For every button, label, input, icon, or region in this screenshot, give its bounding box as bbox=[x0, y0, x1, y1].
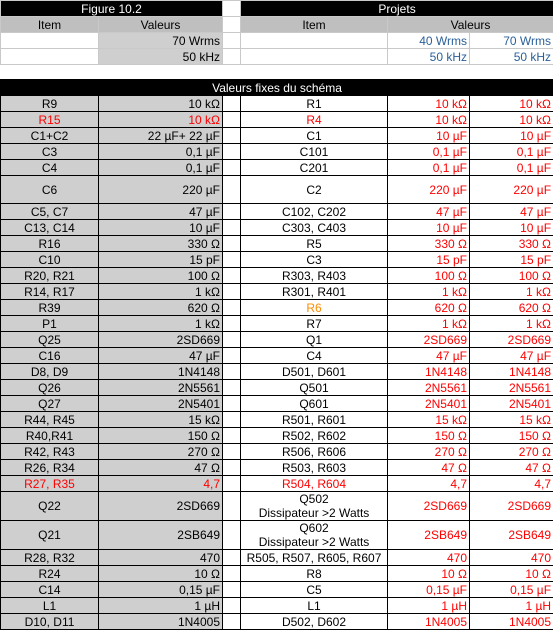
proj2-value-cell[interactable]: 1 kΩ bbox=[470, 284, 553, 300]
proj-item-cell[interactable]: L1 bbox=[241, 598, 388, 614]
fig-value-cell[interactable]: 470 bbox=[99, 550, 223, 566]
proj1-value-cell[interactable]: 47 Ω bbox=[388, 460, 470, 476]
proj-item-cell[interactable]: D502, D602 bbox=[241, 614, 388, 630]
spacer-cell[interactable] bbox=[223, 521, 241, 550]
proj-item-cell[interactable]: R506, R606 bbox=[241, 444, 388, 460]
proj2-value-cell[interactable]: 270 Ω bbox=[470, 444, 553, 460]
table-row bbox=[1, 521, 553, 550]
spacer-cell[interactable] bbox=[223, 128, 241, 144]
proj1-value-cell[interactable]: 10 kΩ bbox=[388, 96, 470, 112]
table-row bbox=[1, 300, 553, 316]
fig-value-cell[interactable]: 15 pF bbox=[99, 252, 223, 268]
spacer-cell[interactable] bbox=[223, 332, 241, 348]
proj2-value-cell[interactable]: 15 pF bbox=[470, 252, 553, 268]
spacer-cell[interactable] bbox=[223, 396, 241, 412]
fig-item-cell[interactable]: L1 bbox=[1, 598, 99, 614]
table-row bbox=[1, 460, 553, 476]
table-row bbox=[1, 176, 553, 204]
fig-item-cell[interactable]: C10 bbox=[1, 252, 99, 268]
fig-item-cell[interactable]: P1 bbox=[1, 316, 99, 332]
table-row bbox=[1, 598, 553, 614]
proj2-value-cell[interactable]: 150 Ω bbox=[470, 428, 553, 444]
proj-item-cell[interactable] bbox=[241, 521, 388, 550]
proj1-value-cell[interactable]: 1N4005 bbox=[388, 614, 470, 630]
fig-value-cell[interactable]: 10 Ω bbox=[99, 566, 223, 582]
proj1-value-cell[interactable]: 150 Ω bbox=[388, 428, 470, 444]
fig-item-cell[interactable]: R39 bbox=[1, 300, 99, 316]
proj2-value-cell[interactable]: 1 kΩ bbox=[470, 316, 553, 332]
table-row bbox=[1, 396, 553, 412]
fig-item-cell[interactable]: Q22 bbox=[1, 492, 99, 521]
proj1-value-cell[interactable]: 1 kΩ bbox=[388, 284, 470, 300]
proj2-value-cell[interactable]: 10 kΩ bbox=[470, 112, 553, 128]
fig-value-cell[interactable]: 0,15 µF bbox=[99, 582, 223, 598]
proj-item-cell[interactable]: C5 bbox=[241, 582, 388, 598]
proj-item-cell[interactable]: Q501 bbox=[241, 380, 388, 396]
proj1-value-cell[interactable]: 220 µF bbox=[388, 176, 470, 204]
table-row bbox=[1, 284, 553, 300]
fig-item-cell[interactable]: C1+C2 bbox=[1, 128, 99, 144]
proj1-value-cell[interactable]: 0,1 µF bbox=[388, 144, 470, 160]
spacer-cell[interactable] bbox=[223, 380, 241, 396]
fig-item-cell[interactable]: R14, R17 bbox=[1, 284, 99, 300]
proj-item-cell[interactable]: R502, R602 bbox=[241, 428, 388, 444]
proj1-value-cell[interactable]: 620 Ω bbox=[388, 300, 470, 316]
fig-value-cell[interactable]: 620 Ω bbox=[99, 300, 223, 316]
table-row bbox=[1, 268, 553, 284]
proj-item-cell[interactable]: R6 bbox=[241, 300, 388, 316]
table-row bbox=[1, 220, 553, 236]
proj1-value-cell[interactable]: 0,15 µF bbox=[388, 582, 470, 598]
fig-value-cell[interactable]: 1 kΩ bbox=[99, 316, 223, 332]
proj2-value-cell[interactable]: 10 Ω bbox=[470, 566, 553, 582]
proj1-value-cell[interactable]: 10 Ω bbox=[388, 566, 470, 582]
proj2-value-cell[interactable]: 330 Ω bbox=[470, 236, 553, 252]
spacer-cell[interactable] bbox=[223, 160, 241, 176]
fig-value-cell[interactable]: 220 µF bbox=[99, 176, 223, 204]
fig-value-cell[interactable]: 2SB649 bbox=[99, 521, 223, 550]
proj-item-cell[interactable]: Q601 bbox=[241, 396, 388, 412]
table-row bbox=[1, 316, 553, 332]
proj-item-cell[interactable]: R505, R507, R605, R607 bbox=[241, 550, 388, 566]
spacer-cell[interactable] bbox=[223, 566, 241, 582]
empty-cell[interactable] bbox=[1, 33, 99, 49]
spacer-cell[interactable] bbox=[223, 284, 241, 300]
proj-item-label: Q602 bbox=[243, 521, 385, 535]
spacer-cell[interactable] bbox=[223, 1, 241, 17]
proj1-value-cell[interactable]: 470 bbox=[388, 550, 470, 566]
fig-value-cell[interactable]: 100 Ω bbox=[99, 268, 223, 284]
proj2-value-cell[interactable]: 47 µF bbox=[470, 348, 553, 364]
fig-value-cell[interactable]: 1N4005 bbox=[99, 614, 223, 630]
proj-valeurs-header[interactable]: Valeurs bbox=[388, 17, 553, 33]
spacer-cell[interactable] bbox=[223, 96, 241, 112]
proj1-value-cell[interactable]: 2SB649 bbox=[388, 521, 470, 550]
fig-item-cell[interactable]: C13, C14 bbox=[1, 220, 99, 236]
proj2-value-cell[interactable]: 220 µF bbox=[470, 176, 553, 204]
proj2-value-cell[interactable]: 100 Ω bbox=[470, 268, 553, 284]
figure-title[interactable]: Figure 10.2 bbox=[1, 1, 223, 17]
proj2-value-cell[interactable]: 1 µH bbox=[470, 598, 553, 614]
proj1-value-cell[interactable]: 100 Ω bbox=[388, 268, 470, 284]
proj1-value-cell[interactable]: 1N4148 bbox=[388, 364, 470, 380]
fig-value-cell[interactable]: 2SD669 bbox=[99, 492, 223, 521]
proj-item-cell[interactable]: C4 bbox=[241, 348, 388, 364]
fig-item-cell[interactable]: C5, C7 bbox=[1, 204, 99, 220]
fig-value-cell[interactable]: 4,7 bbox=[99, 476, 223, 492]
proj1-value-cell[interactable]: 10 µF bbox=[388, 220, 470, 236]
proj1-value-cell[interactable]: 2SD669 bbox=[388, 492, 470, 521]
fig-item-cell[interactable]: R42, R43 bbox=[1, 444, 99, 460]
proj2-value-cell[interactable]: 10 µF bbox=[470, 128, 553, 144]
spacer-cell[interactable] bbox=[223, 300, 241, 316]
proj1-value-cell[interactable]: 47 µF bbox=[388, 204, 470, 220]
table-row bbox=[1, 348, 553, 364]
fig-value-cell[interactable]: 1 µH bbox=[99, 598, 223, 614]
header-table bbox=[0, 0, 553, 65]
fig-value-cell[interactable]: 15 kΩ bbox=[99, 412, 223, 428]
fig-item-cell[interactable]: D8, D9 bbox=[1, 364, 99, 380]
spacer-cell[interactable] bbox=[223, 268, 241, 284]
spacer-cell[interactable] bbox=[223, 220, 241, 236]
fig-value-cell[interactable]: 47 Ω bbox=[99, 460, 223, 476]
empty-cell[interactable] bbox=[241, 33, 388, 49]
fig-value-cell[interactable]: 47 µF bbox=[99, 348, 223, 364]
fig-value-cell[interactable]: 0,1 µF bbox=[99, 160, 223, 176]
proj-item-cell[interactable]: C102, C202 bbox=[241, 204, 388, 220]
proj1-value-cell[interactable]: 1 µH bbox=[388, 598, 470, 614]
table-row bbox=[1, 144, 553, 160]
proj-item-cell[interactable]: C3 bbox=[241, 252, 388, 268]
spacer-cell[interactable] bbox=[223, 112, 241, 128]
fig-item-cell[interactable]: R20, R21 bbox=[1, 268, 99, 284]
proj-item-cell[interactable]: R4 bbox=[241, 112, 388, 128]
table-row bbox=[1, 566, 553, 582]
fig-value-cell[interactable]: 10 µF bbox=[99, 220, 223, 236]
proj-item-cell[interactable]: R501, R601 bbox=[241, 412, 388, 428]
fig-item-cell[interactable]: R27, R35 bbox=[1, 476, 99, 492]
section-title[interactable]: Valeurs fixes du schéma bbox=[1, 80, 553, 96]
fig-item-cell[interactable]: Q21 bbox=[1, 521, 99, 550]
fig-item-cell[interactable]: R24 bbox=[1, 566, 99, 582]
fig-freq-value[interactable]: 50 kHz bbox=[99, 49, 223, 65]
proj2-value-cell[interactable]: 2SD669 bbox=[470, 492, 553, 521]
table-row bbox=[1, 582, 553, 598]
fig-item-cell[interactable]: R16 bbox=[1, 236, 99, 252]
fig-value-cell[interactable]: 2N5401 bbox=[99, 396, 223, 412]
proj2-value-cell[interactable]: 47 Ω bbox=[470, 460, 553, 476]
fig-value-cell[interactable]: 47 µF bbox=[99, 204, 223, 220]
empty-cell[interactable] bbox=[1, 49, 99, 65]
proj2-value-cell[interactable]: 620 Ω bbox=[470, 300, 553, 316]
proj2-value-cell[interactable]: 470 bbox=[470, 550, 553, 566]
spacer-cell[interactable] bbox=[223, 598, 241, 614]
fig-value-cell[interactable]: 330 Ω bbox=[99, 236, 223, 252]
proj2-value-cell[interactable]: 10 kΩ bbox=[470, 96, 553, 112]
proj-item-cell[interactable] bbox=[241, 492, 388, 521]
proj1-value-cell[interactable]: 15 kΩ bbox=[388, 412, 470, 428]
fig-item-cell[interactable]: R44, R45 bbox=[1, 412, 99, 428]
proj-item-cell[interactable]: R301, R401 bbox=[241, 284, 388, 300]
fig-item-cell[interactable]: R9 bbox=[1, 96, 99, 112]
proj-item-note: Dissipateur >2 Watts bbox=[243, 506, 385, 520]
spacer-cell[interactable] bbox=[223, 176, 241, 204]
fig-value-cell[interactable]: 2N5561 bbox=[99, 380, 223, 396]
proj1-value-cell[interactable]: 10 µF bbox=[388, 128, 470, 144]
proj2-value-cell[interactable]: 10 µF bbox=[470, 220, 553, 236]
proj2-value-cell[interactable]: 4,7 bbox=[470, 476, 553, 492]
proj-item-cell[interactable]: R1 bbox=[241, 96, 388, 112]
projets-title[interactable]: Projets bbox=[241, 1, 553, 17]
table-row bbox=[1, 614, 553, 630]
fig-value-cell[interactable]: 150 Ω bbox=[99, 428, 223, 444]
proj-item-cell[interactable]: R7 bbox=[241, 316, 388, 332]
table-row bbox=[1, 492, 553, 521]
proj1-value-cell[interactable]: 10 kΩ bbox=[388, 112, 470, 128]
fig-item-cell[interactable]: Q26 bbox=[1, 380, 99, 396]
fig-item-cell[interactable]: R40,R41 bbox=[1, 428, 99, 444]
spacer-cell[interactable] bbox=[223, 614, 241, 630]
fig-item-cell[interactable]: R26, R34 bbox=[1, 460, 99, 476]
proj2-value-cell[interactable]: 47 µF bbox=[470, 204, 553, 220]
proj-item-cell[interactable]: R5 bbox=[241, 236, 388, 252]
table-row bbox=[1, 112, 553, 128]
empty-cell[interactable] bbox=[241, 49, 388, 65]
proj1-value-cell[interactable]: 2SD669 bbox=[388, 332, 470, 348]
spacer-cell[interactable] bbox=[223, 316, 241, 332]
fig-value-cell[interactable]: 2SD669 bbox=[99, 332, 223, 348]
fig-item-header[interactable]: Item bbox=[1, 17, 99, 33]
proj-item-cell[interactable]: R504, R604 bbox=[241, 476, 388, 492]
proj1-value-cell[interactable]: 270 Ω bbox=[388, 444, 470, 460]
proj2-value-cell[interactable]: 0,1 µF bbox=[470, 160, 553, 176]
table-row bbox=[1, 128, 553, 144]
spacer-cell[interactable] bbox=[223, 492, 241, 521]
table-row bbox=[1, 252, 553, 268]
proj2-value-cell[interactable]: 1N4005 bbox=[470, 614, 553, 630]
spacer-cell[interactable] bbox=[223, 204, 241, 220]
table-row bbox=[1, 160, 553, 176]
table-row bbox=[1, 380, 553, 396]
proj-item-cell[interactable]: C1 bbox=[241, 128, 388, 144]
table-row bbox=[1, 96, 553, 112]
proj1-value-cell[interactable]: 2N5561 bbox=[388, 380, 470, 396]
proj-item-cell[interactable]: C101 bbox=[241, 144, 388, 160]
fig-item-cell[interactable]: C16 bbox=[1, 348, 99, 364]
fig-item-cell[interactable]: Q27 bbox=[1, 396, 99, 412]
fig-item-cell[interactable]: D10, D11 bbox=[1, 614, 99, 630]
proj1-freq-value[interactable]: 50 kHz bbox=[388, 49, 470, 65]
proj1-value-cell[interactable]: 330 Ω bbox=[388, 236, 470, 252]
proj1-value-cell[interactable]: 0,1 µF bbox=[388, 160, 470, 176]
fig-item-cell[interactable]: C3 bbox=[1, 144, 99, 160]
proj2-value-cell[interactable]: 0,15 µF bbox=[470, 582, 553, 598]
proj-item-cell[interactable]: C2 bbox=[241, 176, 388, 204]
proj-item-header[interactable]: Item bbox=[241, 17, 388, 33]
table-row bbox=[1, 412, 553, 428]
proj1-value-cell[interactable]: 47 µF bbox=[388, 348, 470, 364]
fig-value-cell[interactable]: 10 kΩ bbox=[99, 96, 223, 112]
proj-item-note: Dissipateur >2 Watts bbox=[243, 535, 385, 549]
spacer-cell[interactable] bbox=[223, 49, 241, 65]
proj-item-label: Q502 bbox=[243, 492, 385, 506]
spacer-cell[interactable] bbox=[223, 348, 241, 364]
fig-item-cell[interactable]: C4 bbox=[1, 160, 99, 176]
fig-item-cell[interactable]: R15 bbox=[1, 112, 99, 128]
proj1-value-cell[interactable]: 2N5401 bbox=[388, 396, 470, 412]
proj2-value-cell[interactable]: 2SB649 bbox=[470, 521, 553, 550]
fig-power-value[interactable]: 70 Wrms bbox=[99, 33, 223, 49]
proj-item-cell[interactable]: C303, C403 bbox=[241, 220, 388, 236]
proj2-value-cell[interactable]: 15 kΩ bbox=[470, 412, 553, 428]
table-row bbox=[1, 204, 553, 220]
proj-item-cell[interactable]: R503, R603 bbox=[241, 460, 388, 476]
proj1-value-cell[interactable]: 15 pF bbox=[388, 252, 470, 268]
proj1-power-value[interactable]: 40 Wrms bbox=[388, 33, 470, 49]
fig-value-cell[interactable]: 0,1 µF bbox=[99, 144, 223, 160]
spacer-cell[interactable] bbox=[223, 460, 241, 476]
spacer-cell[interactable] bbox=[223, 252, 241, 268]
proj2-value-cell[interactable]: 0,1 µF bbox=[470, 144, 553, 160]
proj2-value-cell[interactable]: 2N5401 bbox=[470, 396, 553, 412]
spacer-cell[interactable] bbox=[223, 582, 241, 598]
proj-item-cell[interactable]: R303, R403 bbox=[241, 268, 388, 284]
spacer-cell[interactable] bbox=[223, 33, 241, 49]
table-row bbox=[1, 364, 553, 380]
components-table bbox=[0, 79, 553, 630]
spacer-cell[interactable] bbox=[223, 412, 241, 428]
fig-value-cell[interactable]: 22 µF+ 22 µF bbox=[99, 128, 223, 144]
spacer-cell[interactable] bbox=[223, 17, 241, 33]
fig-value-cell[interactable]: 10 kΩ bbox=[99, 112, 223, 128]
proj1-value-cell[interactable]: 1 kΩ bbox=[388, 316, 470, 332]
table-row bbox=[1, 332, 553, 348]
fig-value-cell[interactable]: 270 Ω bbox=[99, 444, 223, 460]
proj-item-cell[interactable]: R8 bbox=[241, 566, 388, 582]
proj-item-cell[interactable]: C201 bbox=[241, 160, 388, 176]
proj-item-cell[interactable]: D501, D601 bbox=[241, 364, 388, 380]
spacer-cell[interactable] bbox=[223, 428, 241, 444]
spacer-cell[interactable] bbox=[223, 550, 241, 566]
fig-valeurs-header[interactable]: Valeurs bbox=[99, 17, 223, 33]
proj2-value-cell[interactable]: 2N5561 bbox=[470, 380, 553, 396]
table-row bbox=[1, 444, 553, 460]
spacer-cell[interactable] bbox=[223, 476, 241, 492]
proj2-power-value[interactable]: 70 Wrms bbox=[470, 33, 553, 49]
spacer-cell[interactable] bbox=[223, 364, 241, 380]
table-row bbox=[1, 236, 553, 252]
table-row bbox=[1, 476, 553, 492]
fig-value-cell[interactable]: 1N4148 bbox=[99, 364, 223, 380]
proj2-value-cell[interactable]: 2SD669 bbox=[470, 332, 553, 348]
table-row bbox=[1, 550, 553, 566]
fig-item-cell[interactable]: Q25 bbox=[1, 332, 99, 348]
table-row bbox=[1, 428, 553, 444]
proj1-value-cell[interactable]: 4,7 bbox=[388, 476, 470, 492]
proj-item-cell[interactable]: Q1 bbox=[241, 332, 388, 348]
proj2-value-cell[interactable]: 1N4148 bbox=[470, 364, 553, 380]
spacer-cell[interactable] bbox=[223, 144, 241, 160]
proj2-freq-value[interactable]: 50 kHz bbox=[470, 49, 553, 65]
spacer-cell[interactable] bbox=[223, 236, 241, 252]
fig-item-cell[interactable]: R28, R32 bbox=[1, 550, 99, 566]
fig-item-cell[interactable]: C14 bbox=[1, 582, 99, 598]
spacer-cell[interactable] bbox=[223, 444, 241, 460]
fig-value-cell[interactable]: 1 kΩ bbox=[99, 284, 223, 300]
fig-item-cell[interactable]: C6 bbox=[1, 176, 99, 204]
